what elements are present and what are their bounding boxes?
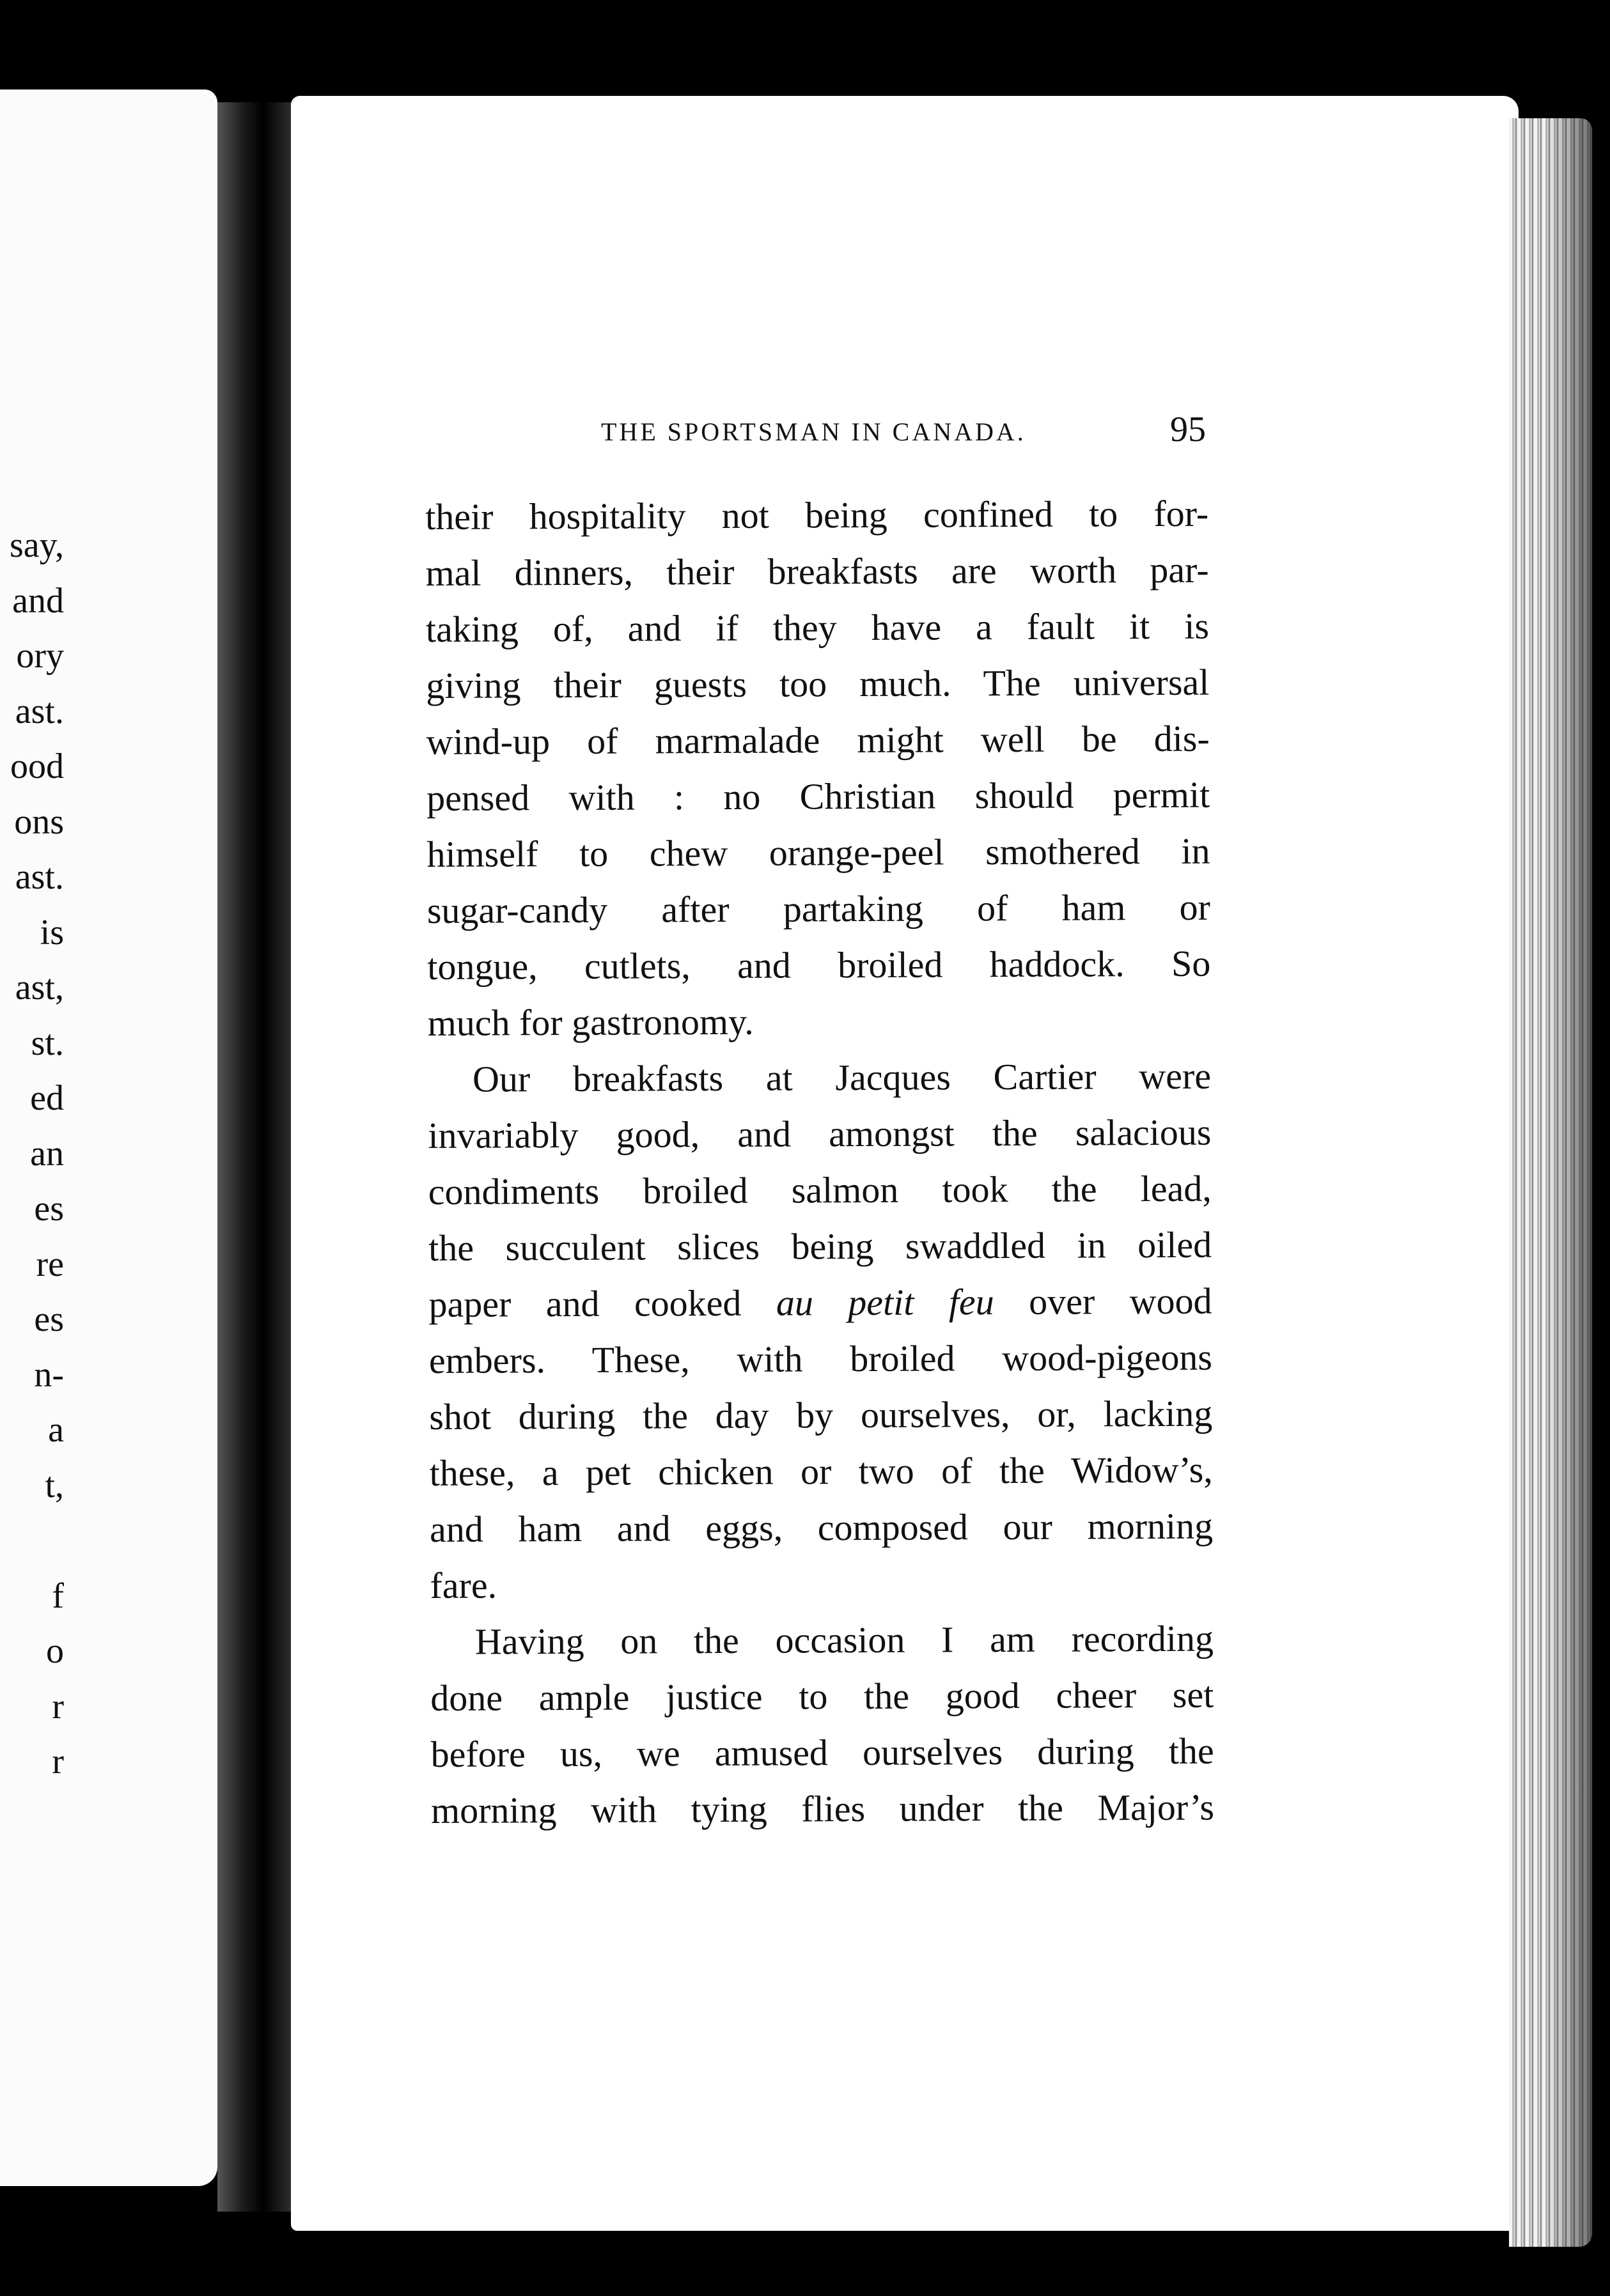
text-line: the succulent slices being swaddled in oiled bbox=[428, 1223, 1212, 1269]
left-page-fragment: t, bbox=[45, 1465, 64, 1505]
left-page-fragment: es bbox=[34, 1189, 64, 1229]
text-line: Our breakfasts at Jacques Cartier were bbox=[472, 1055, 1212, 1100]
page-number: 95 bbox=[1170, 410, 1206, 449]
left-page-fragment: r bbox=[52, 1742, 64, 1781]
text-line: done ample justice to the good cheer set bbox=[430, 1673, 1214, 1719]
text-line: embers. These, with broiled wood-pigeons bbox=[428, 1336, 1213, 1381]
left-page-fragment: ast. bbox=[15, 691, 64, 731]
italic-phrase: au petit feu bbox=[776, 1281, 994, 1324]
text-line: wind-up of marmalade might well be dis- bbox=[426, 717, 1210, 763]
left-page-fragment: ood bbox=[10, 747, 64, 786]
text-line: taking of, and if they have a fault it is bbox=[425, 605, 1210, 650]
left-page-fragment: an bbox=[30, 1133, 64, 1174]
text-line: morning with tying flies under the Major’s bbox=[430, 1786, 1215, 1831]
text-line: tongue, cutlets, and broiled haddock. So bbox=[427, 942, 1211, 988]
text-line: sugar-candy after partaking of ham or bbox=[426, 886, 1211, 931]
left-page-text-fragments bbox=[0, 518, 64, 1790]
left-page-fragment: st. bbox=[31, 1023, 64, 1063]
text-segment: over wood bbox=[994, 1280, 1212, 1323]
left-page-fragment: f bbox=[52, 1576, 64, 1616]
text-line: shot during the day by ourselves, or, lacking bbox=[429, 1392, 1213, 1438]
body-text bbox=[425, 486, 1214, 1839]
left-page-fragment: r bbox=[52, 1686, 64, 1726]
left-page-fragment: ast, bbox=[15, 968, 64, 1007]
left-page-fragment: ory bbox=[16, 636, 64, 676]
text-line: mal dinners, their breakfasts are worth par- bbox=[425, 548, 1209, 594]
text-line: and ham and eggs, composed our morning bbox=[429, 1505, 1214, 1550]
text-line: invariably good, and amongst the salacious bbox=[428, 1111, 1212, 1156]
text-line: Having on the occasion I am recording bbox=[474, 1617, 1214, 1663]
left-page-fragment: re bbox=[36, 1244, 64, 1284]
page-fore-edge bbox=[1509, 118, 1592, 2247]
paragraph-1 bbox=[425, 486, 1211, 1051]
text-line: giving their guests too much. The universal bbox=[426, 661, 1210, 706]
left-page-fragment: o bbox=[46, 1631, 64, 1671]
left-page-fragment: is bbox=[40, 912, 64, 952]
text-line: before us, we amused ourselves during the bbox=[430, 1730, 1214, 1775]
text-line-with-italic bbox=[428, 1273, 1212, 1333]
text-line: condiments broiled salmon took the lead, bbox=[428, 1167, 1212, 1213]
text-line: himself to chew orange-peel smothered in bbox=[426, 830, 1210, 875]
left-page-fragment: a bbox=[48, 1410, 64, 1450]
left-page-fragment: say, bbox=[9, 525, 64, 565]
left-page-fragment: n- bbox=[34, 1354, 64, 1395]
left-page-fragment: ed bbox=[30, 1078, 64, 1118]
text-line: much for gastronomy. bbox=[427, 1000, 754, 1044]
text-line: fare. bbox=[430, 1564, 497, 1606]
paragraph-2 bbox=[428, 1048, 1214, 1614]
running-header: THE SPORTSMAN IN CANADA. bbox=[601, 417, 1026, 446]
text-line: pensed with : no Christian should permit bbox=[426, 773, 1210, 819]
text-segment: paper and cooked bbox=[428, 1282, 777, 1325]
paragraph-3 bbox=[430, 1611, 1215, 1839]
left-page-fragment: ons bbox=[14, 802, 64, 842]
text-line: their hospitality not being confined to for- bbox=[425, 492, 1209, 538]
left-page-fragment: es bbox=[34, 1299, 64, 1339]
text-line: these, a pet chicken or two of the Widow’s, bbox=[429, 1448, 1213, 1494]
left-page-fragment: and bbox=[12, 580, 64, 621]
book-gutter bbox=[217, 102, 294, 2212]
left-page-fragment: ast. bbox=[15, 857, 64, 897]
left-page-fragment bbox=[0, 1513, 64, 1569]
